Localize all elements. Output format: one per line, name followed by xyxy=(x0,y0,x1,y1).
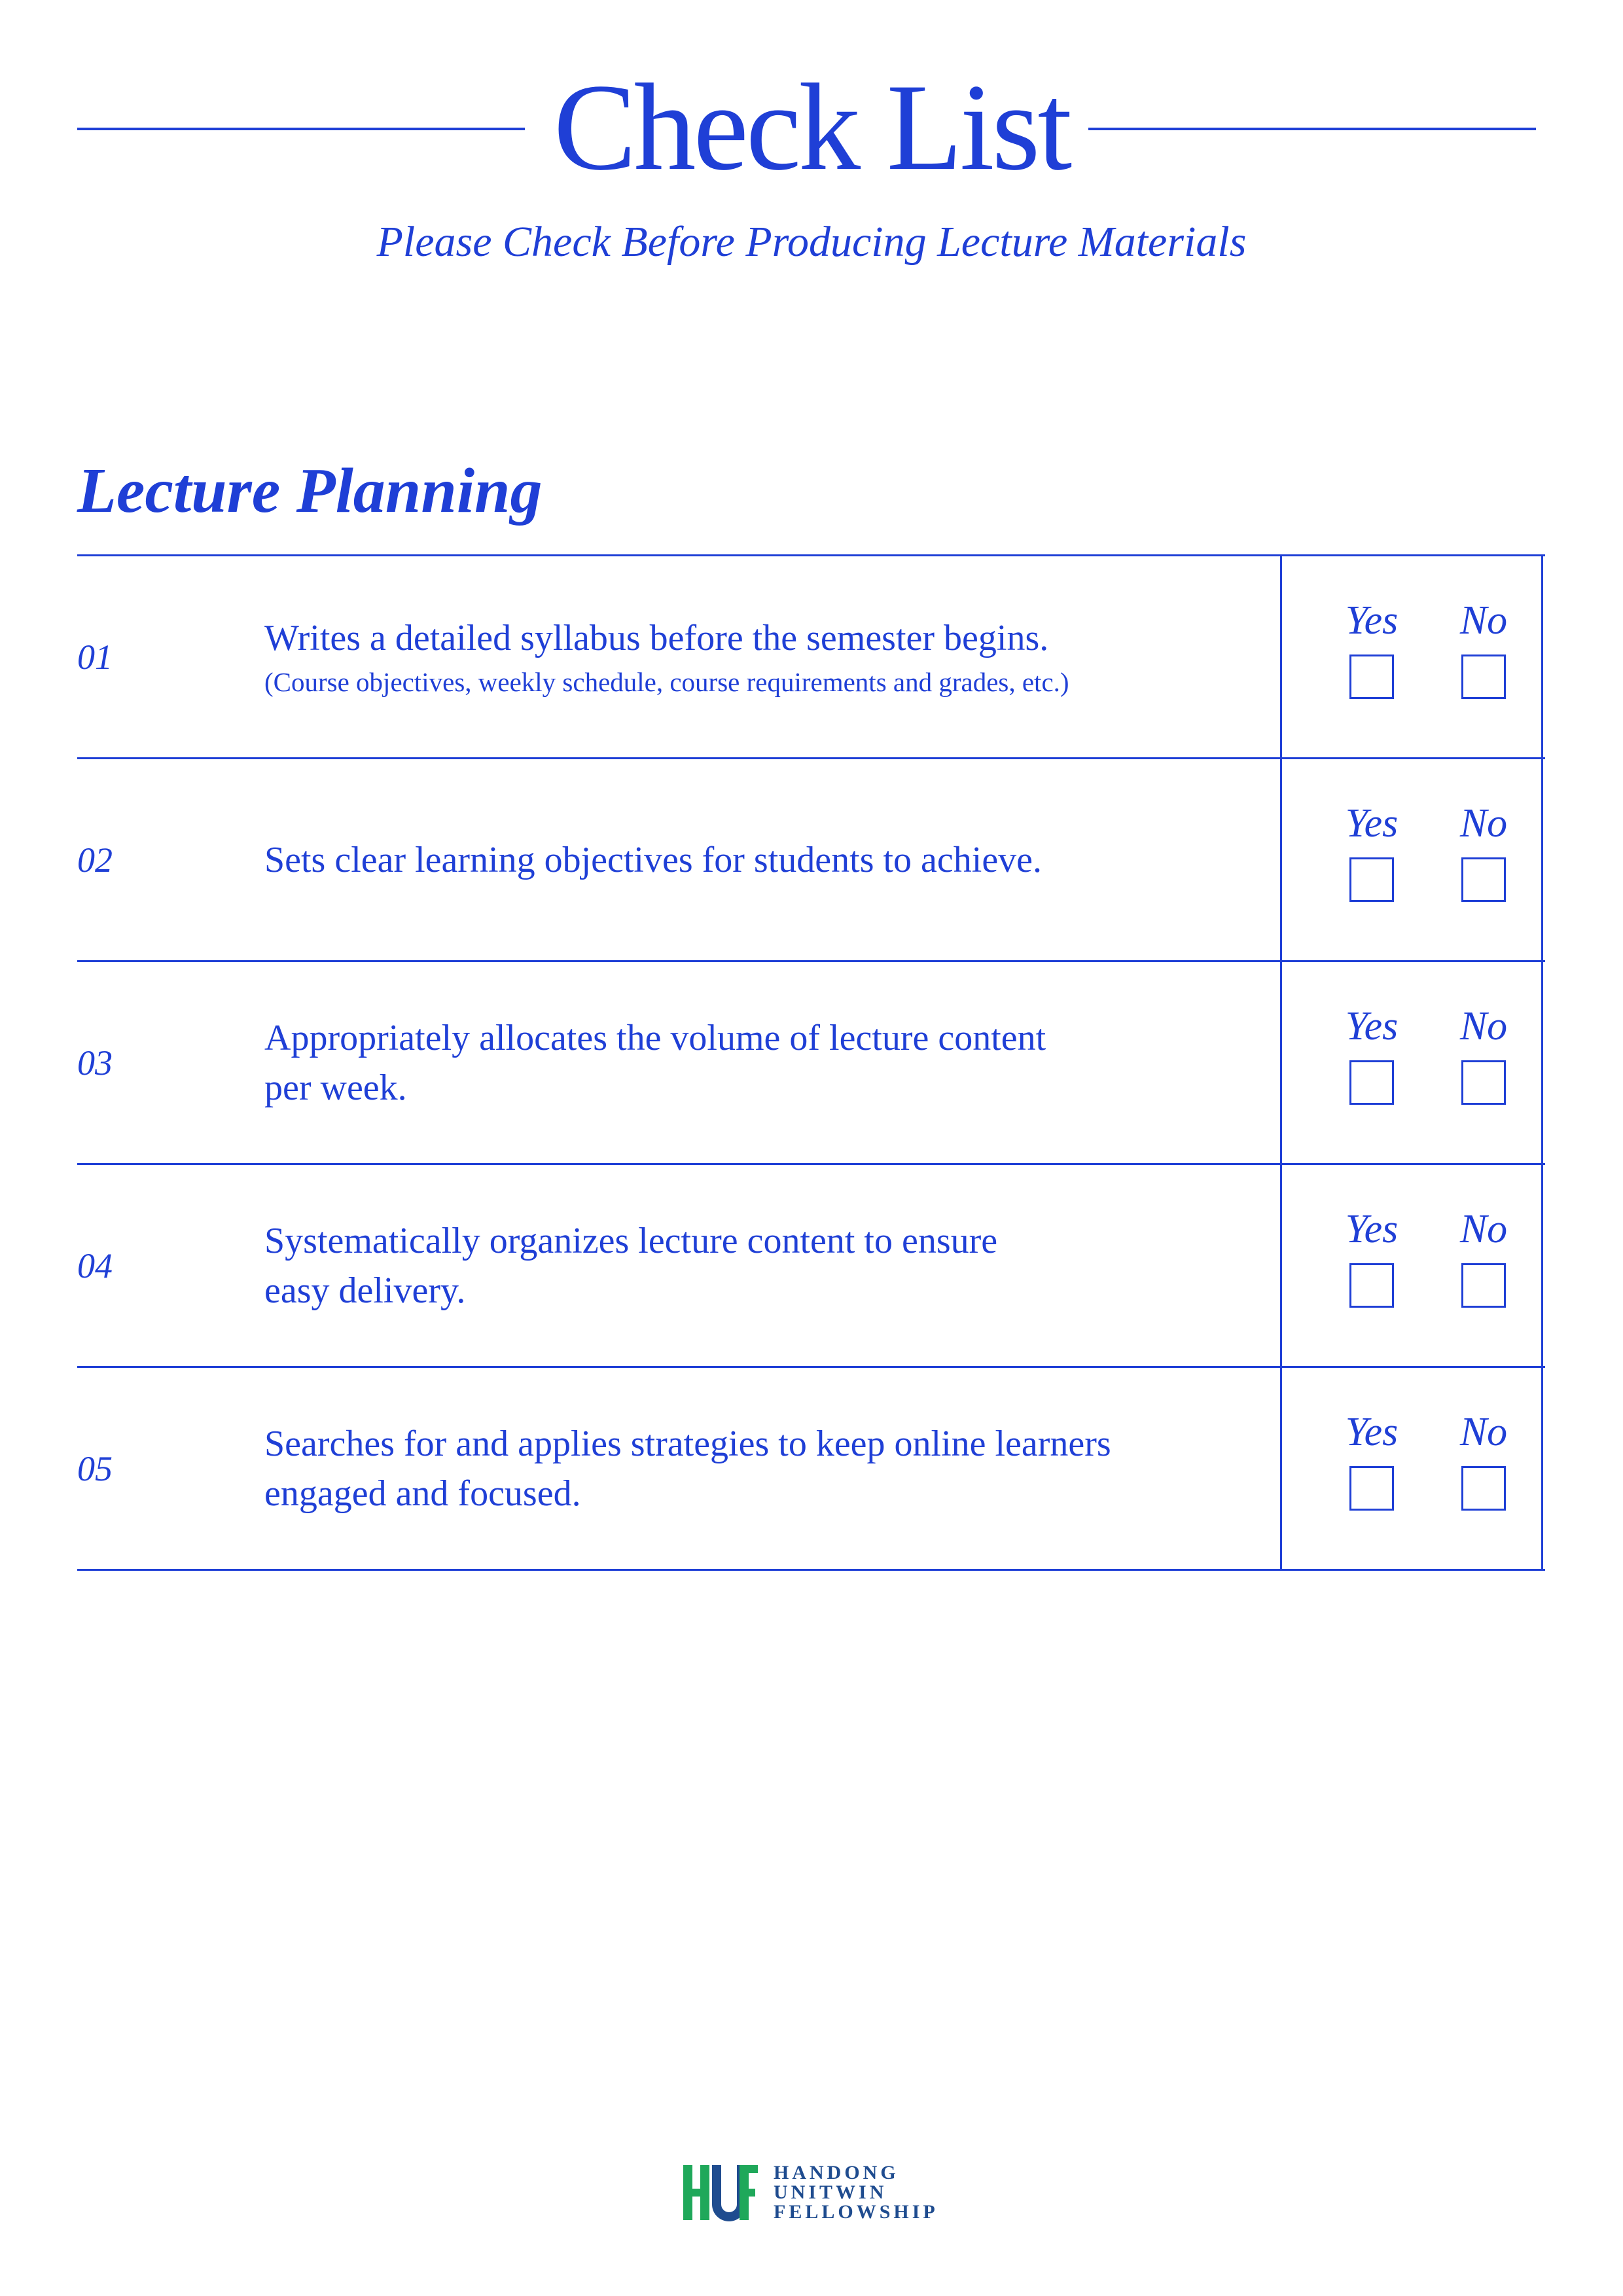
answer-cell xyxy=(1280,1368,1543,1569)
page-subtitle: Please Check Before Producing Lecture Materials xyxy=(376,218,1247,266)
item-number: 03 xyxy=(77,1043,113,1083)
yes-checkbox[interactable] xyxy=(1349,655,1394,699)
answer-cell xyxy=(1280,1165,1543,1366)
yes-checkbox[interactable] xyxy=(1349,1466,1394,1511)
item-line: Systematically organizes lecture content to ensure xyxy=(264,1220,998,1261)
yes-option xyxy=(1329,798,1414,902)
no-checkbox[interactable] xyxy=(1461,655,1506,699)
no-checkbox[interactable] xyxy=(1461,1466,1506,1511)
yes-label: Yes xyxy=(1345,1410,1399,1454)
item-text xyxy=(264,556,1246,757)
item-text xyxy=(264,1368,1246,1569)
checklist-row xyxy=(77,962,1545,1165)
page-title: Check List xyxy=(553,59,1070,196)
no-option xyxy=(1441,1204,1526,1308)
answer-cell xyxy=(1280,962,1543,1163)
yes-option xyxy=(1329,1407,1414,1511)
yes-option xyxy=(1329,1204,1414,1308)
item-note: (Course objectives, weekly schedule, course requirements and grades, etc.) xyxy=(264,666,1069,697)
handong-unitwin-logo xyxy=(681,2160,938,2225)
checklist-row xyxy=(77,1165,1545,1368)
huf-logo-mark-icon xyxy=(681,2161,759,2224)
yes-checkbox[interactable] xyxy=(1349,1263,1394,1308)
checklist-row xyxy=(77,556,1545,759)
item-line: Searches for and applies strategies to keep online learners xyxy=(264,1423,1111,1464)
logo-line: HANDONG xyxy=(774,2162,899,2183)
logo-wordmark xyxy=(774,2163,938,2222)
no-option xyxy=(1441,596,1526,699)
item-line: Writes a detailed syllabus before the semester begins. xyxy=(264,617,1049,658)
no-label: No xyxy=(1459,1410,1508,1454)
yes-checkbox[interactable] xyxy=(1349,857,1394,902)
no-label: No xyxy=(1459,1207,1508,1251)
item-line: easy delivery. xyxy=(264,1270,466,1311)
checklist-row xyxy=(77,1368,1545,1571)
checklist-table xyxy=(77,554,1545,1571)
no-option xyxy=(1441,798,1526,902)
no-label: No xyxy=(1459,1004,1508,1049)
no-checkbox[interactable] xyxy=(1461,1263,1506,1308)
yes-label: Yes xyxy=(1345,598,1399,643)
item-number: 01 xyxy=(77,637,113,677)
item-line: engaged and focused. xyxy=(264,1473,581,1514)
no-label: No xyxy=(1459,801,1508,846)
no-checkbox[interactable] xyxy=(1461,857,1506,902)
item-line: Sets clear learning objectives for students to achieve. xyxy=(264,839,1043,880)
item-line: Appropriately allocates the volume of lecture content xyxy=(264,1017,1046,1058)
no-label: No xyxy=(1459,598,1508,643)
yes-option xyxy=(1329,1001,1414,1105)
item-number: 02 xyxy=(77,840,113,880)
no-checkbox[interactable] xyxy=(1461,1060,1506,1105)
yes-label: Yes xyxy=(1345,1004,1399,1049)
yes-label: Yes xyxy=(1345,801,1399,846)
yes-label: Yes xyxy=(1345,1207,1399,1251)
item-number: 04 xyxy=(77,1246,113,1285)
item-text xyxy=(264,1165,1246,1366)
item-text xyxy=(264,759,1246,960)
no-option xyxy=(1441,1407,1526,1511)
item-text xyxy=(264,962,1246,1163)
item-line: per week. xyxy=(264,1067,407,1108)
logo-line: FELLOWSHIP xyxy=(774,2201,938,2223)
no-option xyxy=(1441,1001,1526,1105)
yes-option xyxy=(1329,596,1414,699)
logo-line: UNITWIN xyxy=(774,2181,887,2203)
answer-cell xyxy=(1280,556,1543,757)
yes-checkbox[interactable] xyxy=(1349,1060,1394,1105)
answer-cell xyxy=(1280,759,1543,960)
item-number: 05 xyxy=(77,1448,113,1488)
section-title: Lecture Planning xyxy=(77,456,543,526)
checklist-row xyxy=(77,759,1545,962)
